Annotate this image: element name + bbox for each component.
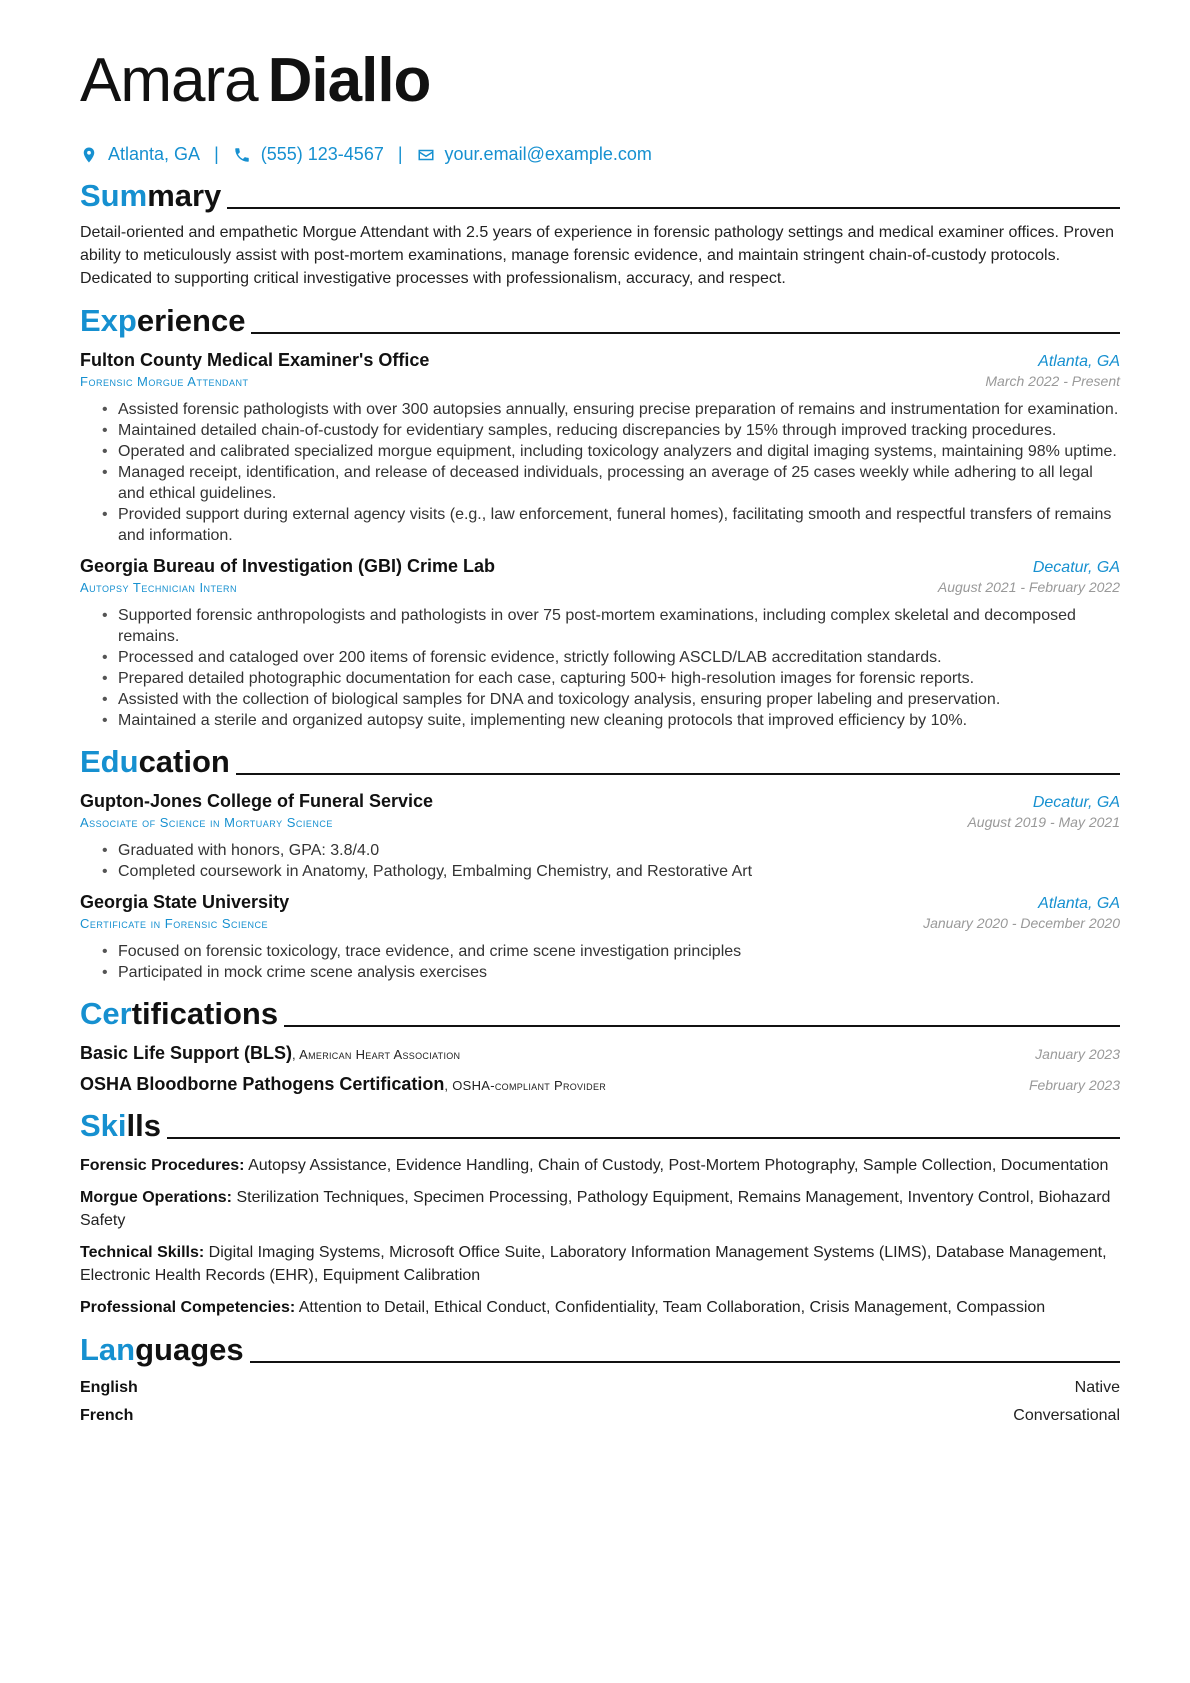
section-skills-heading xyxy=(80,1107,1120,1145)
certification-name: OSHA Bloodborne Pathogens Certification xyxy=(80,1074,445,1094)
entry-organization: Gupton-Jones College of Funeral Service xyxy=(80,791,434,811)
title-rest: cation xyxy=(138,744,230,779)
bullet-item: • Assisted forensic pathologists with over 300 autopsies annually, ensuring precise preparation of remains and instrumentation for examination. xyxy=(118,399,1120,420)
bullet-item: • Assisted with the collection of biological samples for DNA and toxicology analysis, ensuring proper labeling and preservation. xyxy=(118,689,1120,710)
language-item xyxy=(80,1379,1120,1397)
bullet-item: • Managed receipt, identification, and release of deceased individuals, processing an average of 25 cases weekly while adhering to all legal and ethical guidelines. xyxy=(118,462,1120,504)
title-rest: guages xyxy=(135,1332,244,1367)
section-summary-heading xyxy=(80,177,1120,215)
title-accent: Lan xyxy=(80,1332,136,1367)
location-text: Atlanta, GA xyxy=(108,144,201,164)
entry-location: Decatur, GA xyxy=(1032,559,1120,576)
education-entry xyxy=(80,892,1120,983)
skill-items: Autopsy Assistance, Evidence Handling, Chain of Custody, Post-Mortem Photography, Sample Collection, Documentation xyxy=(248,1157,1109,1174)
section-education-heading xyxy=(80,743,1120,781)
language-item xyxy=(80,1407,1120,1425)
title-accent: Cer xyxy=(80,996,132,1031)
language-name: English xyxy=(80,1379,138,1396)
title-rest: lls xyxy=(126,1108,161,1143)
bullet-item: • Completed coursework in Anatomy, Pathology, Embalming Chemistry, and Restorative Art xyxy=(118,861,1120,882)
title-accent: Ski xyxy=(80,1108,127,1143)
bullet-item: • Participated in mock crime scene analysis exercises xyxy=(118,962,1120,983)
entry-role: Autopsy Technician Intern xyxy=(80,580,238,595)
bullet-item: • Processed and cataloged over 200 items of forensic evidence, strictly following ASCLD/LAB accreditation standards. xyxy=(118,647,1120,668)
skill-group xyxy=(80,1241,1120,1287)
skill-items: Sterilization Techniques, Specimen Processing, Pathology Equipment, Remains Management, Inventory Control, Biohazard Safety xyxy=(80,1189,1111,1229)
entry-location: Atlanta, GA xyxy=(1038,895,1120,912)
language-level: Native xyxy=(1074,1379,1120,1396)
language-level: Conversational xyxy=(1013,1407,1120,1424)
section-rule xyxy=(251,332,1120,334)
section-experience-heading xyxy=(80,302,1120,340)
certification-issuer: OSHA-compliant Provider xyxy=(452,1078,607,1093)
section-title xyxy=(80,302,245,340)
bullet-item: • Prepared detailed photographic documentation for each case, capturing 500+ high-resolution images for forensic reports. xyxy=(118,668,1120,689)
phone-text: (555) 123-4567 xyxy=(260,144,384,164)
entry-bullets xyxy=(80,840,1120,882)
entry-organization: Georgia State University xyxy=(80,892,290,912)
certification-issuer: American Heart Association xyxy=(299,1047,461,1062)
section-title xyxy=(80,995,278,1033)
candidate-name xyxy=(80,36,1120,126)
contact-separator: | xyxy=(397,144,403,164)
title-rest: erience xyxy=(136,303,246,338)
section-certifications-heading xyxy=(80,995,1120,1033)
entry-dates: March 2022 - Present xyxy=(985,373,1120,389)
title-accent: Exp xyxy=(80,303,137,338)
entry-location: Atlanta, GA xyxy=(1038,353,1120,370)
first-name: Amara xyxy=(80,46,258,115)
language-name: French xyxy=(80,1407,134,1424)
skill-group xyxy=(80,1296,1120,1319)
contact-phone[interactable] xyxy=(233,144,384,165)
experience-entry xyxy=(80,350,1120,546)
title-accent: Edu xyxy=(80,744,139,779)
skill-label: Technical Skills: xyxy=(80,1244,205,1261)
entry-bullets xyxy=(80,941,1120,983)
envelope-icon xyxy=(417,146,435,164)
experience-entry xyxy=(80,556,1120,731)
section-title xyxy=(80,1107,161,1145)
skill-group xyxy=(80,1154,1120,1177)
entry-location: Decatur, GA xyxy=(1032,794,1120,811)
section-title xyxy=(80,1331,244,1369)
email-link: your.email@example.com xyxy=(444,144,652,164)
bullet-item: • Graduated with honors, GPA: 3.8/4.0 xyxy=(118,840,1120,861)
entry-dates: August 2021 - February 2022 xyxy=(937,579,1120,595)
contact-bar xyxy=(80,144,1120,165)
entry-role: Forensic Morgue Attendant xyxy=(80,374,249,389)
section-title xyxy=(80,743,230,781)
section-rule xyxy=(227,207,1120,209)
bullet-item: • Focused on forensic toxicology, trace evidence, and crime scene investigation principles xyxy=(118,941,1120,962)
skill-label: Forensic Procedures: xyxy=(80,1157,245,1174)
bullet-item: • Maintained detailed chain-of-custody for evidentiary samples, reducing discrepancies by 15% through improved tracking procedures. xyxy=(118,420,1120,441)
section-rule xyxy=(236,773,1120,775)
title-rest: mary xyxy=(147,178,222,213)
title-rest: tifications xyxy=(131,996,279,1031)
map-pin-icon xyxy=(80,146,98,164)
contact-location xyxy=(80,144,200,165)
entry-organization: Georgia Bureau of Investigation (GBI) Crime Lab xyxy=(80,556,496,576)
certification-name: Basic Life Support (BLS) xyxy=(80,1043,293,1063)
skill-items: Attention to Detail, Ethical Conduct, Confidentiality, Team Collaboration, Crisis Management, Compassion xyxy=(298,1299,1046,1316)
section-rule xyxy=(167,1137,1120,1139)
entry-organization: Fulton County Medical Examiner's Office xyxy=(80,350,430,370)
skill-label: Professional Competencies: xyxy=(80,1299,296,1316)
bullet-item: • Operated and calibrated specialized morgue equipment, including toxicology analyzers and digital imaging systems, maintaining 98% uptime. xyxy=(118,441,1120,462)
entry-bullets xyxy=(80,399,1120,546)
certification-comma: , xyxy=(292,1047,300,1062)
skill-group xyxy=(80,1186,1120,1232)
title-accent: Sum xyxy=(80,178,148,213)
resume-page xyxy=(80,36,1120,1425)
bullet-item: • Provided support during external agency visits (e.g., law enforcement, funeral homes), facilitating smooth and respectful transfers of remains and information. xyxy=(118,504,1120,546)
contact-email[interactable] xyxy=(417,144,652,165)
entry-bullets xyxy=(80,605,1120,731)
section-title xyxy=(80,177,221,215)
contact-separator: | xyxy=(214,144,219,164)
certification-item xyxy=(80,1043,1120,1064)
certification-date: January 2023 xyxy=(1035,1046,1120,1062)
section-rule xyxy=(284,1025,1120,1027)
bullet-item: • Maintained a sterile and organized autopsy suite, implementing new cleaning protocols that improved efficiency by 10%. xyxy=(118,710,1120,731)
summary-text: Detail-oriented and empathetic Morgue Attendant with 2.5 years of experience in forensic pathology settings and medical examiner offices. Proven ability to meticulously assist with post-mortem examinations, manage forensic evidence, and maintain stringent chain-of-custody protocols. Dedicated to supporting critical investigative processes with professionalism, accuracy, and respect. xyxy=(80,224,1115,287)
section-languages-heading xyxy=(80,1331,1120,1369)
entry-role: Certificate in Forensic Science xyxy=(80,916,269,931)
skill-label: Morgue Operations: xyxy=(80,1189,233,1206)
entry-dates: January 2020 - December 2020 xyxy=(923,915,1120,931)
section-rule xyxy=(250,1361,1120,1363)
certification-date: February 2023 xyxy=(1028,1077,1120,1093)
entry-dates: August 2019 - May 2021 xyxy=(967,814,1120,830)
phone-icon xyxy=(233,146,251,164)
entry-role: Associate of Science in Mortuary Science xyxy=(80,815,333,830)
last-name: Diallo xyxy=(267,46,431,115)
bullet-item: • Supported forensic anthropologists and pathologists in over 75 post-mortem examinations, including complex skeletal and decomposed remains. xyxy=(118,605,1120,647)
certification-comma: , xyxy=(444,1078,453,1093)
certification-item xyxy=(80,1074,1120,1095)
skill-items: Digital Imaging Systems, Microsoft Office Suite, Laboratory Information Management Systems (LIMS), Database Management, Electronic Health Records (EHR), Equipment Calibration xyxy=(80,1244,1107,1284)
education-entry xyxy=(80,791,1120,882)
